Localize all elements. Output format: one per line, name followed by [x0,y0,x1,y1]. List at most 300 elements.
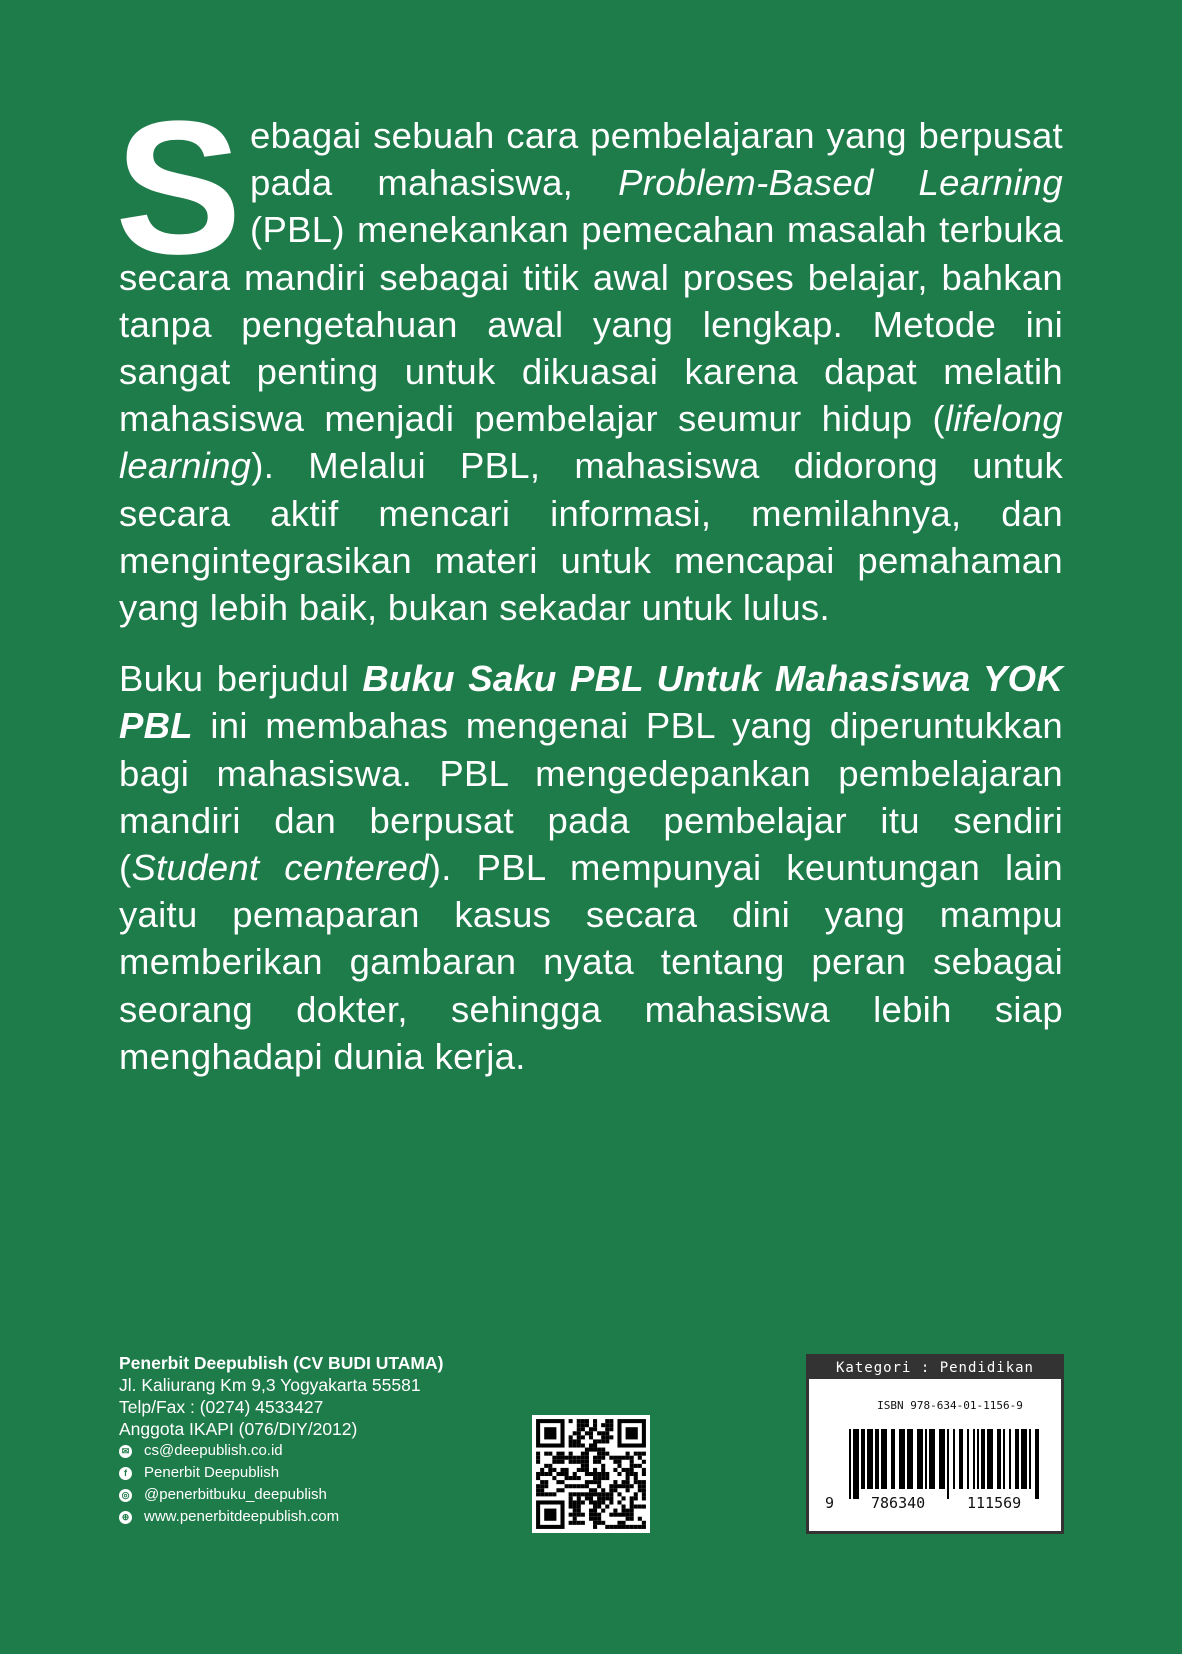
qr-module [642,1452,646,1456]
qr-module [613,1468,617,1472]
qr-module [581,1513,585,1517]
barcode-bar [875,1429,879,1489]
qr-module [642,1460,646,1464]
qr-module [597,1496,601,1500]
qr-module [573,1476,577,1480]
publisher-address: Jl. Kaliurang Km 9,3 Yogyakarta 55581 [119,1375,421,1395]
qr-module [597,1476,601,1480]
barcode-bar [1003,1429,1005,1489]
qr-module [622,1484,626,1488]
cover-description [115,82,1063,1104]
qr-module [585,1492,589,1496]
barcode-bar [853,1429,859,1499]
qr-module [581,1435,585,1439]
qr-module [544,1472,548,1476]
qr-module [573,1521,577,1525]
contact-website [119,1506,443,1528]
qr-module [638,1488,642,1492]
qr-module [569,1476,573,1480]
qr-module [634,1492,638,1496]
qr-module [577,1419,581,1423]
qr-module [565,1468,569,1472]
qr-module [622,1525,626,1529]
qr-module [585,1484,589,1488]
qr-module [573,1460,577,1464]
qr-module [601,1423,605,1427]
contact-email [119,1440,443,1462]
qr-module [617,1513,621,1517]
qr-module [605,1452,609,1456]
qr-module [605,1505,609,1509]
qr-module [581,1521,585,1525]
barcode-bar [867,1429,873,1489]
qr-module [581,1443,585,1447]
qr-module [609,1488,613,1492]
qr-module [617,1460,621,1464]
qr-module [617,1492,621,1496]
qr-module [577,1427,581,1431]
barcode [849,1429,1039,1499]
qr-module [593,1423,597,1427]
publisher-info [119,1352,443,1528]
qr-module [585,1456,589,1460]
qr-module [536,1488,540,1492]
qr-module [626,1480,630,1484]
qr-module [536,1460,540,1464]
qr-module [569,1521,573,1525]
qr-module [560,1460,564,1464]
qr-module [601,1456,605,1460]
qr-module [617,1456,621,1460]
qr-module [556,1452,560,1456]
qr-module [622,1505,626,1509]
qr-module [622,1456,626,1460]
barcode-bar [1009,1429,1011,1489]
qr-module [617,1484,621,1488]
text: ). Melalui PBL, mahasiswa didorong untuk secara aktif mencari informasi, memilahnya, dan mengintegrasikan materi untuk mencapai pemahaman yang lebih baik, bukan sekadar untuk lulus. [119,445,1063,629]
qr-module [589,1427,593,1431]
qr-module [589,1431,593,1435]
qr-module [536,1472,540,1476]
qr-module [609,1484,613,1488]
barcode-bar [997,1429,1001,1489]
qr-module [626,1456,630,1460]
text-italic: lifelong learning [119,398,1063,487]
qr-module [601,1439,605,1443]
qr-module [593,1476,597,1480]
qr-module [577,1456,581,1460]
barcode-bar [967,1429,969,1489]
qr-module [626,1468,630,1472]
qr-module [617,1500,621,1504]
qr-module [577,1460,581,1464]
instagram-icon: ◎ [119,1489,132,1502]
qr-module [560,1456,564,1460]
barcode-bar [987,1429,993,1489]
qr-module [597,1456,601,1460]
text-italic: Problem-Based Learning [618,162,1063,204]
qr-module [556,1456,560,1460]
qr-module [597,1521,601,1525]
qr-module [626,1509,630,1513]
qr-module [585,1423,589,1427]
barcode-bar [891,1429,895,1489]
qr-module [569,1435,573,1439]
qr-module [589,1513,593,1517]
qr-module [642,1492,646,1496]
qr-module [536,1456,540,1460]
qr-module [617,1472,621,1476]
qr-module [630,1517,634,1521]
qr-module [597,1472,601,1476]
qr-module [597,1500,601,1504]
qr-module [573,1513,577,1517]
qr-module [548,1464,552,1468]
qr-module [581,1419,585,1423]
contact-instagram [119,1484,443,1506]
qr-module [536,1476,540,1480]
qr-module [634,1452,638,1456]
qr-module [642,1484,646,1488]
qr-module [605,1419,609,1423]
barcode-bar [981,1429,985,1489]
barcode-bar [899,1429,905,1489]
text: ini membahas mengenai PBL yang diperuntukkan bagi mahasiswa. PBL mengedepankan pembelajaran mandiri dan berpusat pada pembelajar itu sendiri ( [119,705,1063,889]
qr-module [593,1488,597,1492]
qr-module [630,1484,634,1488]
qr-module [552,1468,556,1472]
qr-module [593,1439,597,1443]
qr-module [593,1472,597,1476]
isbn-barcode-box [806,1354,1064,1534]
barcode-bar [907,1429,913,1489]
text: Buku berjudul [119,658,363,700]
qr-module [597,1505,601,1509]
qr-module [609,1525,613,1529]
barcode-bar [1035,1429,1039,1499]
qr-module [589,1492,593,1496]
qr-module [581,1500,585,1504]
digit-first: 9 [825,1494,835,1512]
qr-module [573,1456,577,1460]
qr-module [613,1525,617,1529]
qr-module [597,1431,601,1435]
qr-module [630,1468,634,1472]
qr-module [613,1484,617,1488]
qr-module [548,1472,552,1476]
qr-module [593,1500,597,1504]
publisher-ikapi: Anggota IKAPI (076/DIY/2012) [119,1419,358,1439]
qr-module [593,1468,597,1472]
qr-module [556,1480,560,1484]
qr-module [573,1492,577,1496]
globe-icon: ⊕ [119,1511,132,1524]
qr-module [569,1443,573,1447]
qr-module [569,1492,573,1496]
qr-module [573,1472,577,1476]
qr-module [585,1464,589,1468]
qr-module [540,1484,544,1488]
qr-module [642,1468,646,1472]
qr-module [601,1509,605,1513]
qr-module [569,1496,573,1500]
text: ebagai sebuah cara pembelajaran yang berpusat pada mahasiswa, [250,115,1063,204]
qr-module [589,1435,593,1439]
qr-module [601,1468,605,1472]
qr-module [544,1509,556,1521]
qr-module [556,1472,560,1476]
qr-module [593,1517,597,1521]
qr-module [589,1517,593,1521]
qr-module [569,1439,573,1443]
qr-module [556,1488,560,1492]
qr-module [593,1521,597,1525]
qr-module [573,1431,577,1435]
qr-module [605,1496,609,1500]
qr-module [638,1525,642,1529]
qr-module [613,1460,617,1464]
qr-module [552,1492,556,1496]
qr-module [617,1464,621,1468]
qr-module [593,1419,597,1423]
qr-module [581,1464,585,1468]
qr-module [560,1472,564,1476]
qr-module [601,1492,605,1496]
qr-module [565,1476,569,1480]
qr-module [593,1456,597,1460]
qr-module [638,1452,642,1456]
qr-module [569,1460,573,1464]
barcode-bar [953,1429,955,1489]
qr-module [548,1492,552,1496]
qr-module [581,1468,585,1472]
qr-module [577,1435,581,1439]
paragraph-1 [115,82,1063,631]
qr-module [634,1496,638,1500]
qr-module [536,1452,540,1456]
qr-module [601,1435,605,1439]
qr-module [601,1431,605,1435]
qr-module [601,1452,605,1456]
digits-left: 786340 [871,1494,926,1512]
qr-module [609,1435,613,1439]
qr-module [536,1492,540,1496]
category-label: Kategori : Pendidikan [809,1357,1061,1379]
qr-module [577,1476,581,1480]
qr-module [544,1452,548,1456]
qr-module [565,1456,569,1460]
qr-module [589,1448,593,1452]
qr-module [569,1505,573,1509]
barcode-bar [959,1429,963,1489]
qr-module [630,1496,634,1500]
qr-module [613,1513,617,1517]
qr-module [634,1525,638,1529]
qr-module [569,1452,573,1456]
qr-module [642,1505,646,1509]
qr-module [634,1505,638,1509]
qr-module [634,1464,638,1468]
qr-module [638,1517,642,1521]
qr-module [638,1480,642,1484]
qr-module [630,1525,634,1529]
qr-module [585,1460,589,1464]
qr-module [638,1484,642,1488]
qr-module [585,1472,589,1476]
qr-module [630,1456,634,1460]
qr-module [605,1476,609,1480]
qr-module [548,1468,552,1472]
text-italic: Student centered [131,847,429,889]
qr-module [593,1480,597,1484]
qr-module [589,1472,593,1476]
qr-module [622,1509,626,1513]
qr-module [581,1460,585,1464]
qr-module [642,1496,646,1500]
qr-module [630,1500,634,1504]
qr-module [573,1500,577,1504]
qr-module [593,1513,597,1517]
qr-module [630,1464,634,1468]
qr-module [560,1468,564,1472]
barcode-bar [917,1429,923,1489]
qr-module [585,1468,589,1472]
qr-module [617,1525,621,1529]
qr-module [634,1476,638,1480]
qr-module [597,1517,601,1521]
qr-module [544,1492,548,1496]
qr-module [622,1496,626,1500]
qr-module [540,1480,544,1484]
qr-module [622,1468,626,1472]
qr-module [601,1488,605,1492]
qr-module [593,1460,597,1464]
qr-module [556,1460,560,1464]
qr-module [609,1423,613,1427]
qr-module [540,1472,544,1476]
qr-module [573,1509,577,1513]
qr-module [626,1472,630,1476]
qr-module [569,1419,573,1423]
barcode-bar [939,1429,945,1489]
qr-module [613,1509,617,1513]
barcode-bar [849,1429,851,1499]
qr-module [597,1448,601,1452]
qr-module [536,1484,540,1488]
qr-module [585,1480,589,1484]
qr-module [585,1496,589,1500]
qr-module [605,1439,609,1443]
qr-module [601,1476,605,1480]
qr-module [589,1443,593,1447]
qr-module [560,1488,564,1492]
qr-module [589,1488,593,1492]
qr-module [581,1452,585,1456]
barcode-bar [1029,1429,1031,1489]
qr-module [605,1525,609,1529]
qr-module [630,1472,634,1476]
qr-module [626,1488,630,1492]
qr-module [552,1460,556,1464]
contact-text: cs@deepublish.co.id [144,1442,283,1459]
qr-module [573,1443,577,1447]
qr-module [593,1443,597,1447]
qr-module [597,1513,601,1517]
qr-module [601,1521,605,1525]
qr-module [642,1525,646,1529]
qr-module [560,1480,564,1484]
qr-module [565,1484,569,1488]
qr-module [630,1505,634,1509]
barcode-bar [1021,1429,1027,1489]
qr-module [626,1513,630,1517]
qr-module [613,1456,617,1460]
qr-module [609,1500,613,1504]
qr-module [609,1513,613,1517]
book-title: Buku Saku PBL Untuk Mahasiswa YOK PBL [119,658,1063,747]
qr-module [597,1484,601,1488]
qr-module [577,1484,581,1488]
qr-module [601,1448,605,1452]
qr-module [573,1439,577,1443]
qr-module [605,1431,609,1435]
qr-module [622,1521,626,1525]
contact-facebook [119,1462,443,1484]
qr-module [544,1464,548,1468]
text: (PBL) menekankan pemecahan masalah terbuka secara mandiri sebagai titik awal proses belajar, bahkan tanpa pengetahuan awal yang lengkap. Metode ini sangat penting untuk dikuasai karena dapat melatih mahasiswa menjadi pembelajar seumur hidup ( [119,209,1063,440]
qr-module [569,1456,573,1460]
barcode-bar [925,1429,927,1489]
qr-module [593,1509,597,1513]
barcode-bar [929,1429,935,1489]
text: ). PBL mempunyai keuntungan lain yaitu pemaparan kasus secara dini yang mampu memberikan gambaran nyata tentang peran sebagai seorang dokter, sehingga mahasiswa lebih siap menghadapi dunia kerja. [119,847,1063,1077]
qr-module [642,1480,646,1484]
qr-module [573,1484,577,1488]
qr-module [605,1423,609,1427]
qr-module [544,1480,548,1484]
qr-module [597,1452,601,1456]
qr-module [577,1431,581,1435]
qr-module [569,1484,573,1488]
qr-module [577,1468,581,1472]
qr-module [605,1492,609,1496]
barcode-bar [881,1429,887,1489]
qr-module [617,1521,621,1525]
qr-module [593,1448,597,1452]
publisher-phone: Telp/Fax : (0274) 4533427 [119,1397,324,1417]
qr-module [597,1480,601,1484]
qr-module [613,1488,617,1492]
qr-module [585,1452,589,1456]
qr-module [581,1427,585,1431]
isbn-text: ISBN 978-634-01-1156-9 [877,1399,1023,1412]
qr-module [577,1496,581,1500]
qr-module [601,1464,605,1468]
qr-module [593,1525,597,1529]
qr-module [634,1472,638,1476]
qr-module [581,1423,585,1427]
qr-module [626,1517,630,1521]
qr-module [581,1492,585,1496]
qr-module [544,1427,556,1439]
qr-module [573,1505,577,1509]
qr-module [581,1456,585,1460]
digits-right: 111569 [967,1494,1022,1512]
qr-module [609,1492,613,1496]
qr-module [540,1468,544,1472]
qr-module [642,1488,646,1492]
qr-module [630,1513,634,1517]
